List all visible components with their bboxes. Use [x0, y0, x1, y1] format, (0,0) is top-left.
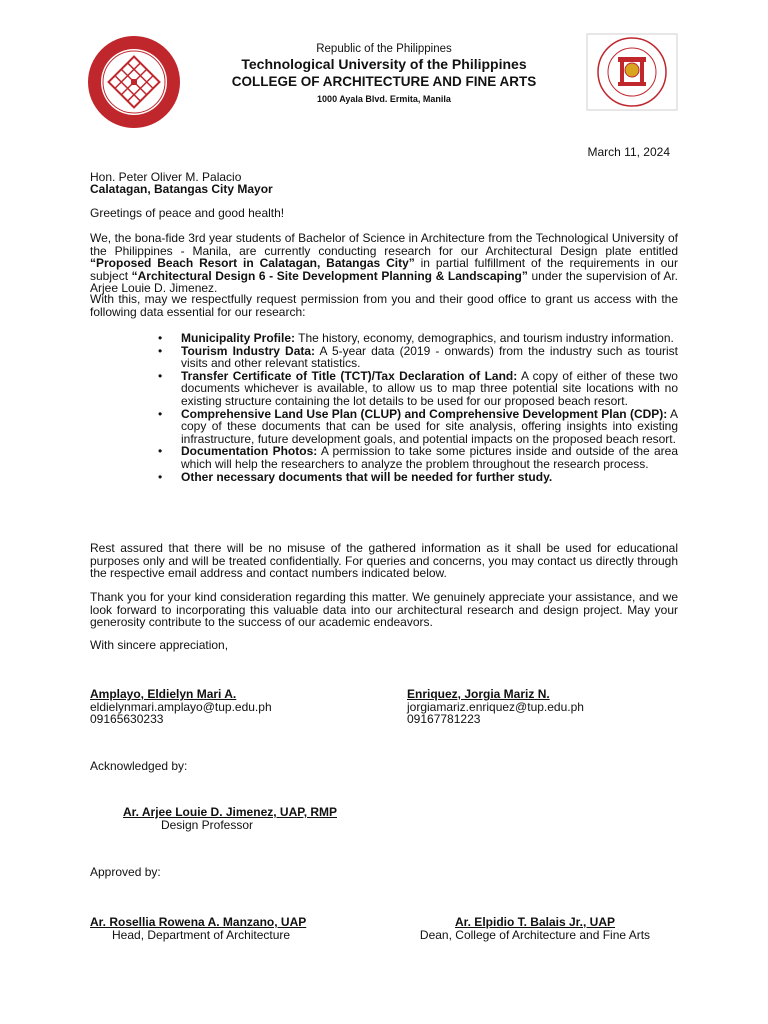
signatory-name: Amplayo, Eldielyn Mari A.: [90, 687, 237, 701]
list-item: • Comprehensive Land Use Plan (CLUP) and Comprehensive Development Plan (CDP): A copy of these documents that can be used for site analysis, offering insights into existing infrastructure, future development goals, and potential impacts on the proposed beach resort.: [181, 408, 678, 446]
signatory-phone: 09167781223: [407, 712, 481, 727]
header-address: 1000 Ayala Blvd. Ermita, Manila: [317, 94, 451, 104]
letter-date: March 11, 2024: [587, 145, 670, 159]
list-item: • Documentation Photos: A permission to take some pictures inside and outside of the area which will help the researchers to analyze the problem throughout the research process.: [181, 445, 678, 470]
signatory-title: Dean, College of Architecture and Fine Arts: [419, 927, 651, 942]
signatory-name: Enriquez, Jorgia Mariz N.: [407, 687, 550, 701]
signatory-dean: [400, 916, 670, 941]
header-republic: Republic of the Philippines: [316, 43, 452, 55]
approved-label: Approved by:: [90, 865, 161, 879]
signatory-name: Ar. Arjee Louie D. Jimenez, UAP, RMP: [122, 805, 338, 819]
signatory-student1: [90, 688, 390, 726]
list-item: • Tourism Industry Data: A 5-year data (2019 - onwards) from the industry such as tourist visits and other relevant statistics.: [181, 345, 678, 370]
header-college: COLLEGE OF ARCHITECTURE AND FINE ARTS: [231, 74, 537, 89]
greeting: Greetings of peace and good health!: [90, 206, 285, 220]
signatory-phone: 09165630233: [90, 712, 164, 727]
acknowledged-label: Acknowledged by:: [90, 759, 188, 773]
subject-title: “Architectural Design 6 - Site Development Planning & Landscaping”: [131, 268, 528, 283]
recipient-title: Calatagan, Batangas City Mayor: [90, 182, 273, 196]
data-request-list: [181, 332, 678, 483]
plate-title: “Proposed Beach Resort in Calatagan, Batangas City”: [90, 256, 415, 271]
assurance-paragraph: Rest assured that there will be no misuse of the gathered information as it shall be used for educational purposes only and will be treated confidentially. For queries and concerns, you may contact us directly through the respective email address and contact numbers indicated below.: [90, 541, 678, 581]
thanks-paragraph: Thank you for your kind consideration regarding this matter. We genuinely appreciate your assistance, and we look forward to incorporating this valuable data into our architectural research and design project. May your generosity contribute to the success of our academic endeavors.: [90, 590, 678, 630]
signatory-title: Design Professor: [160, 817, 254, 832]
list-item: • Transfer Certificate of Title (TCT)/Tax Declaration of Land: A copy of either of these two documents whichever is available, to allow us to map three potential site locations with no existing structure containing the lot details to be used for our proposed beach resort.: [181, 370, 678, 408]
signatory-professor: [90, 806, 370, 831]
intro-paragraph: We, the bona-fide 3rd year students of Bachelor of Science in Architecture from the Technological University of the Philippines - Manila, are currently conducting research for our Architectural Design plate entitled “Proposed Beach Resort in Calatagan, Batangas City” in partial fulfillment of the requirements in our subject “Architectural Design 6 - Site Development Planning & Landscaping” under the supervision of Ar. Arjee Louie D. Jimenez.: [90, 231, 679, 296]
recipient-name: Hon. Peter Oliver M. Palacio: [90, 170, 242, 184]
signatory-email: eldielynmari.amplayo@tup.edu.ph: [90, 699, 272, 714]
signatory-email: jorgiamariz.enriquez@tup.edu.ph: [407, 699, 584, 714]
request-paragraph: With this, may we respectfully request permission from you and their good office to grant us access with the following data essential for our research:: [90, 292, 678, 319]
list-item: • Other necessary documents that will be needed for further study.: [181, 471, 678, 484]
closing: With sincere appreciation,: [90, 638, 229, 652]
signatory-name: Ar. Rosellia Rowena A. Manzano, UAP: [90, 915, 307, 929]
signatory-title: Head, Department of Architecture: [112, 927, 291, 942]
signatory-head: [90, 916, 350, 941]
signatory-student2: [407, 688, 697, 726]
signatory-name: Ar. Elpidio T. Balais Jr., UAP: [454, 915, 616, 929]
header-university: Technological University of the Philippines: [241, 56, 527, 72]
list-item: • Municipality Profile: The history, economy, demographics, and tourism industry information.: [181, 332, 678, 345]
